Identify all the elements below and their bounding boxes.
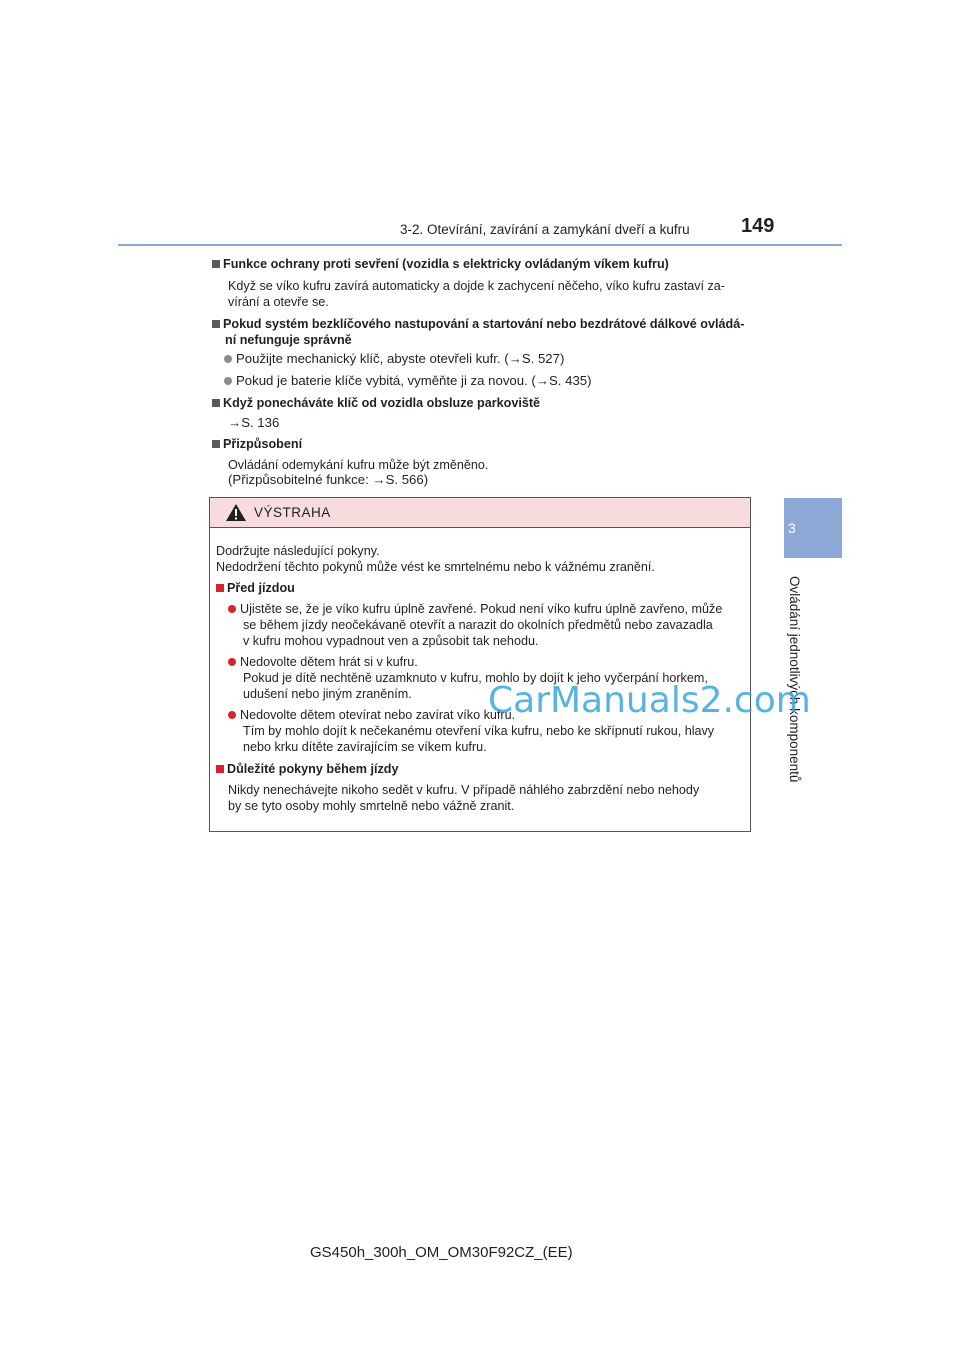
warning-line: by se tyto osoby mohly smrtelně nebo vážně zranit. <box>228 799 515 813</box>
chapter-number: 3 <box>788 520 796 536</box>
watermark-text: CarManuals2.com <box>488 680 811 721</box>
square-bullet-icon <box>212 320 220 328</box>
square-bullet-icon <box>216 584 224 592</box>
round-bullet-icon <box>228 605 236 613</box>
page-reference: →S. 136 <box>228 415 280 430</box>
paragraph-line: Ovládání odemykání kufru může být změněno. <box>228 458 489 472</box>
square-bullet-icon <box>212 440 220 448</box>
warning-line: udušení nebo jiným zraněním. <box>243 687 412 701</box>
square-bullet-icon <box>216 765 224 773</box>
paragraph-line: vírání a otevře se. <box>228 295 329 309</box>
section-title: 3-2. Otevírání, zavírání a zamykání dveří a kufru <box>400 222 690 237</box>
warning-intro: Nedodržení těchto pokynů může vést ke smrtelnému nebo k vážnému zranění. <box>216 560 655 574</box>
chapter-title: Ovládání jednotlivých komponentů <box>787 576 802 783</box>
square-bullet-icon <box>212 260 220 268</box>
warning-line: nebo krku dítěte zavírajícím se víkem kufru. <box>243 740 487 754</box>
round-bullet-icon <box>224 377 232 385</box>
page-number: 149 <box>741 215 775 237</box>
section-heading-keyless-cont: ní nefunguje správně <box>225 333 352 347</box>
round-bullet-icon <box>228 711 236 719</box>
warning-line: v kufru mohou vypadnout ven a způsobit tak nehodu. <box>243 634 539 648</box>
warning-title: VÝSTRAHA <box>254 505 331 520</box>
section-heading-customization: Přizpůsobení <box>212 436 302 452</box>
document-code-footer: GS450h_300h_OM_OM30F92CZ_(EE) <box>310 1244 573 1261</box>
warning-line: Nikdy nenechávejte nikoho sedět v kufru. V případě náhlého zabrzdění nebo nehody <box>228 783 700 797</box>
paragraph-line: Když se víko kufru zavírá automaticky a dojde k zachycení něčeho, víko kufru zastaví za- <box>228 279 725 293</box>
square-bullet-icon <box>212 399 220 407</box>
section-heading-keyless: Pokud systém bezklíčového nastupování a startování nebo bezdrátové dálkové ovládá- <box>212 316 744 332</box>
warning-heading-before-driving: Před jízdou <box>216 580 295 596</box>
warning-heading-while-driving: Důležité pokyny během jízdy <box>216 761 398 777</box>
paragraph-line: (Přizpůsobitelné funkce: →S. 566) <box>228 472 429 487</box>
warning-triangle-icon <box>225 503 247 522</box>
warning-item: Nedovolte dětem hrát si v kufru. <box>228 654 418 670</box>
round-bullet-icon <box>228 658 236 666</box>
round-bullet-icon <box>224 355 232 363</box>
warning-intro: Dodržujte následující pokyny. <box>216 544 380 558</box>
warning-line: se během jízdy neočekávaně otevřít a narazit do okolních předmětů nebo zavazadla <box>243 618 713 632</box>
warning-item: Ujistěte se, že je víko kufru úplně zavřené. Pokud není víko kufru úplně zavřeno, může <box>228 601 722 617</box>
section-heading-pinch: Funkce ochrany proti sevření (vozidla s elektricky ovládaným víkem kufru) <box>212 256 669 272</box>
section-heading-valet: Když ponecháváte klíč od vozidla obsluze parkoviště <box>212 395 540 411</box>
header-divider <box>118 244 842 246</box>
list-item: Pokud je baterie klíče vybitá, vyměňte ji za novou. (→S. 435) <box>224 373 592 389</box>
warning-line: Pokud je dítě nechtěně uzamknuto v kufru, mohlo by dojít k jeho vyčerpání horkem, <box>243 671 708 685</box>
list-item: Použijte mechanický klíč, abyste otevřeli kufr. (→S. 527) <box>224 351 564 367</box>
warning-line: Tím by mohlo dojít k nečekanému otevření víka kufru, nebo ke skřípnutí rukou, hlavy <box>243 724 715 738</box>
warning-item: Nedovolte dětem otevírat nebo zavírat víko kufru. <box>228 707 515 723</box>
